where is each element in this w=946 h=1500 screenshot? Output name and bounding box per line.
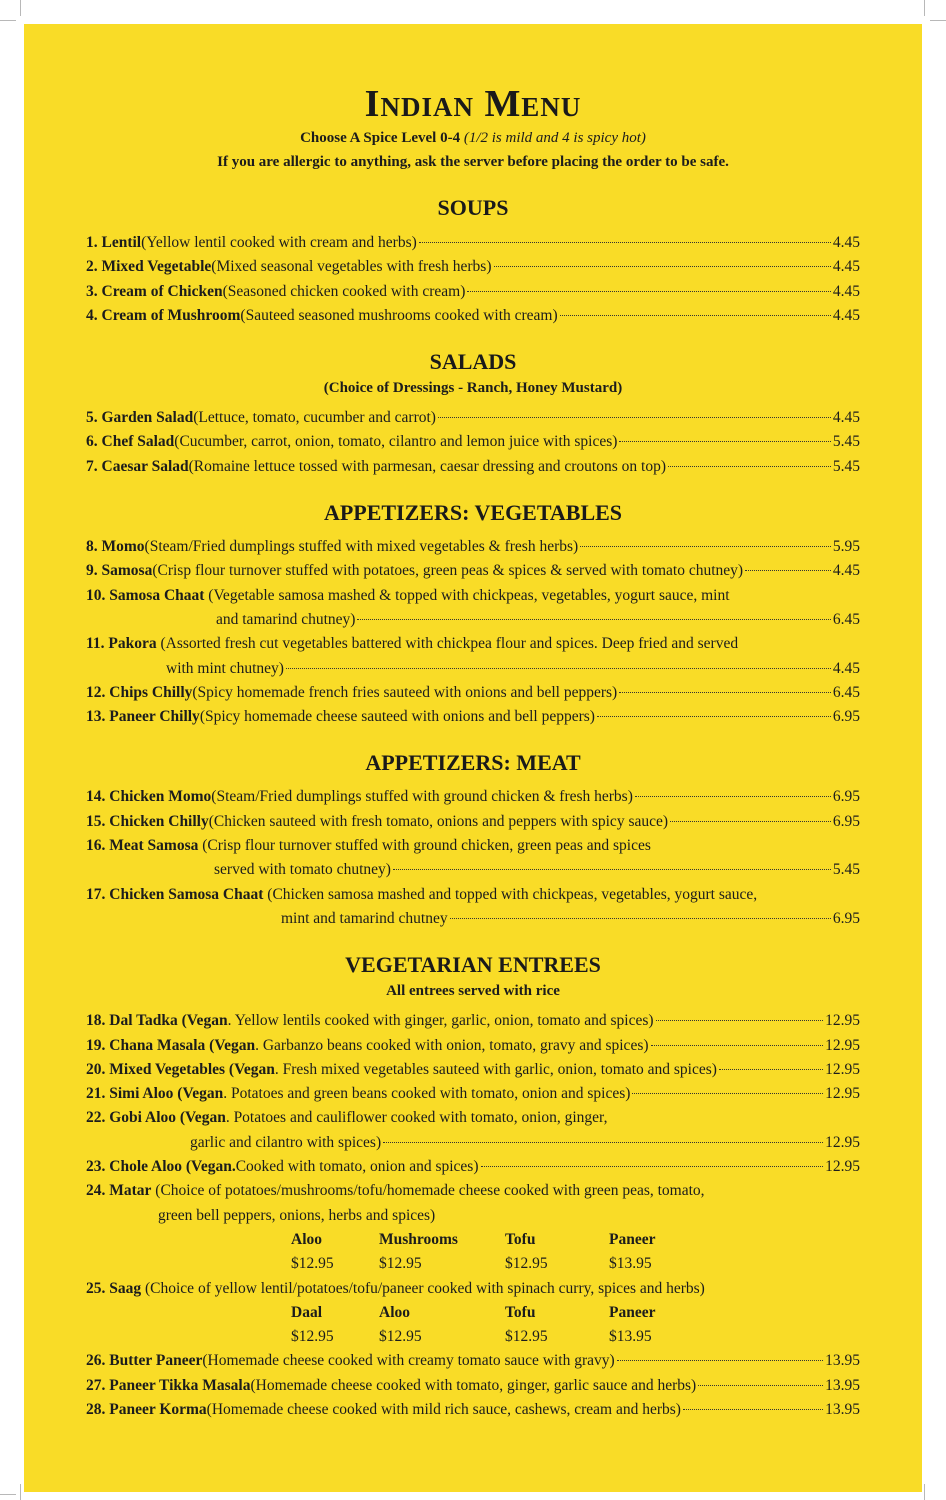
option-price: $12.95 (291, 1328, 334, 1346)
intro (24, 126, 922, 174)
item-name: 4. Cream of Mushroom (86, 306, 241, 324)
item-line (86, 455, 860, 479)
salads-subtitle: (Choice of Dressings - Ranch, Honey Mustard) (323, 380, 623, 397)
crop-mark (20, 1484, 21, 1500)
item-line (86, 858, 860, 882)
item-name: 24. Matar (86, 1182, 152, 1200)
dot-leader (438, 417, 831, 418)
item-name: 16. Meat Samosa (86, 837, 199, 855)
item-name: 19. Chana Masala (Vegan (86, 1036, 256, 1054)
menu-item (86, 1277, 860, 1301)
item-name: 23. Chole Aloo (Vegan. (86, 1158, 236, 1176)
item-desc-cont: mint and tamarind chutney (281, 909, 448, 927)
item-price: 4.45 (832, 409, 860, 427)
item-desc: (Homemade cheese cooked with tomato, ginger, garlic sauce and herbs) (250, 1376, 697, 1394)
salads-list (86, 406, 860, 479)
item-price: 13.95 (825, 1376, 860, 1394)
dot-leader (286, 668, 831, 669)
item-price: 4.45 (832, 659, 860, 677)
item-desc: (Choice of yellow lentil/potatoes/tofu/paneer cooked with spinach curry, spices and herbs) (141, 1279, 705, 1297)
item-line (86, 231, 860, 255)
menu-item (86, 785, 860, 809)
dot-leader (719, 1069, 823, 1070)
item-price: 5.45 (832, 433, 860, 451)
option-label: Aloo (379, 1303, 410, 1321)
item-line (86, 1058, 860, 1082)
dot-leader (393, 869, 831, 870)
item-desc: (Homemade cheese cooked with mild rich sauce, cashews, cream and herbs) (206, 1400, 681, 1418)
menu-item (86, 455, 860, 479)
menu-item (86, 1034, 860, 1058)
allergy-note: If you are allergic to anything, ask the server before placing the order to be safe. (217, 154, 729, 170)
menu-item (86, 681, 860, 705)
item-name: 9. Samosa (86, 562, 153, 580)
item-desc: (Yellow lentil cooked with cream and herbs) (141, 234, 417, 251)
item-name: 26. Butter Paneer (86, 1352, 203, 1370)
item-name: 20. Mixed Vegetables (Vegan (86, 1060, 275, 1078)
item-price: 12.95 (825, 1133, 860, 1151)
item-line (86, 304, 860, 328)
menu-item (86, 1374, 860, 1398)
dot-leader (467, 291, 831, 292)
item-line (86, 535, 860, 559)
section-title-salads: SALADS (429, 349, 517, 375)
item-line (86, 430, 860, 454)
menu-item (86, 1349, 860, 1373)
option-price: $13.95 (609, 1328, 652, 1346)
item-desc: (Seasoned chicken cooked with cream) (222, 282, 466, 300)
dot-leader (617, 1360, 823, 1361)
item-line (86, 1349, 860, 1373)
option-price: $12.95 (291, 1255, 334, 1273)
item-desc: (Spicy homemade french fries sauteed with onions and bell peppers) (192, 683, 618, 701)
dot-leader (481, 1166, 824, 1167)
item-name: 6. Chef Salad (86, 433, 175, 451)
menu-item (86, 559, 860, 583)
option-label: Daal (291, 1303, 322, 1321)
item-desc-cont: green bell peppers, onions, herbs and spices) (158, 1206, 436, 1224)
section-title-veg-entrees: VEGETARIAN ENTREES (345, 952, 601, 978)
item-line (86, 559, 860, 583)
item-desc: . Potatoes and cauliflower cooked with tomato, onion, ginger, (225, 1109, 608, 1127)
item-line (86, 1131, 860, 1155)
item-desc: (Lettuce, tomato, cucumber and carrot) (193, 409, 436, 427)
item-name: 3. Cream of Chicken (86, 282, 223, 300)
option-price: $12.95 (505, 1255, 548, 1273)
item-line (86, 1082, 860, 1106)
item-name: 17. Chicken Samosa Chaat (86, 885, 264, 903)
item-name: 7. Caesar Salad (86, 457, 189, 475)
item-price: 6.95 (832, 788, 860, 806)
item-desc: (Assorted fresh cut vegetables battered with chickpea flour and spices. Deep fried and served (156, 635, 739, 653)
item-line (86, 255, 860, 279)
item-price: 6.45 (832, 683, 860, 701)
item-price: 6.95 (832, 812, 860, 830)
item-line (86, 632, 860, 656)
spice-level: Choose A Spice Level 0-4 (300, 130, 461, 146)
menu-title: Indian Menu (364, 83, 582, 125)
item-price: 12.95 (825, 1060, 860, 1078)
item-line (86, 705, 860, 729)
dot-leader (450, 918, 831, 919)
matar-options (291, 1228, 860, 1277)
item-name: 10. Samosa Chaat (86, 586, 205, 604)
item-desc: (Choice of potatoes/mushrooms/tofu/homemade cheese cooked with green peas, tomato, (151, 1182, 705, 1200)
item-name: 25. Saag (86, 1279, 142, 1297)
item-price: 4.45 (832, 282, 860, 300)
crop-mark (924, 0, 925, 16)
dot-leader (635, 796, 831, 797)
item-price: 12.95 (825, 1085, 860, 1103)
item-line (86, 883, 860, 907)
item-line (86, 1398, 860, 1422)
item-desc-cont: garlic and cilantro with spices) (190, 1133, 382, 1151)
item-name: 13. Paneer Chilly (86, 708, 200, 726)
section-title-appetizers-meat: APPETIZERS: MEAT (365, 750, 581, 776)
item-line (86, 1179, 860, 1203)
menu-item (86, 1082, 860, 1106)
menu-item (86, 535, 860, 559)
dot-leader (580, 546, 831, 547)
item-desc: . Garbanzo beans cooked with onion, tomato, gravy and spices) (255, 1036, 649, 1054)
item-desc: (Crisp flour turnover stuffed with potatoes, green peas & spices & served with tomato chutney) (152, 562, 744, 580)
dot-leader (619, 441, 830, 442)
item-name: 28. Paneer Korma (86, 1400, 207, 1418)
dot-leader (597, 716, 831, 717)
menu-item (86, 705, 860, 729)
option-label: Tofu (505, 1230, 536, 1248)
dot-leader (619, 692, 831, 693)
item-name: 2. Mixed Vegetable (86, 258, 212, 276)
item-desc: (Chicken sauteed with fresh tomato, onions and peppers with spicy sauce) (208, 812, 669, 830)
item-line (86, 785, 860, 809)
item-price: 4.45 (832, 258, 860, 276)
item-line (86, 1034, 860, 1058)
item-price: 12.95 (825, 1158, 860, 1176)
crop-mark (930, 20, 946, 21)
item-price: 4.45 (832, 306, 860, 324)
menu-item (86, 632, 860, 681)
item-desc: (Vegetable samosa mashed & topped with chickpeas, vegetables, yogurt sauce, mint (204, 586, 730, 604)
crop-mark (20, 0, 21, 16)
item-desc: (Steam/Fried dumplings stuffed with mixed vegetables & fresh herbs) (144, 538, 579, 556)
dot-leader (745, 570, 831, 571)
option-label: Aloo (291, 1230, 322, 1248)
item-line (86, 1106, 860, 1130)
item-name: 8. Momo (86, 538, 145, 556)
item-price: 6.95 (832, 909, 860, 927)
item-desc-cont: and tamarind chutney) (216, 610, 356, 628)
option-price: $12.95 (505, 1328, 548, 1346)
dot-leader (383, 1142, 823, 1143)
menu-item (86, 304, 860, 328)
item-name: 15. Chicken Chilly (86, 812, 209, 830)
item-desc: (Romaine lettuce tossed with parmesan, caesar dressing and croutons on top) (188, 457, 666, 475)
item-price: 6.95 (832, 708, 860, 726)
item-line (86, 657, 860, 681)
spice-note (24, 126, 922, 150)
section-title-appetizers-veg: APPETIZERS: VEGETABLES (323, 500, 623, 526)
item-name: 22. Gobi Aloo (Vegan (86, 1109, 226, 1127)
item-desc: (Chicken samosa mashed and topped with chickpeas, vegetables, yogurt sauce, (263, 885, 758, 903)
option-price: $12.95 (379, 1255, 422, 1273)
dot-leader (357, 619, 830, 620)
item-price: 6.45 (832, 610, 860, 628)
menu-item (86, 255, 860, 279)
appetizers-meat-list (86, 785, 860, 931)
option-label: Mushrooms (379, 1230, 458, 1248)
dot-leader (632, 1093, 823, 1094)
option-price: $13.95 (609, 1255, 652, 1273)
menu-page (24, 24, 922, 1492)
item-price: 13.95 (825, 1400, 860, 1418)
item-price: 13.95 (825, 1352, 860, 1370)
veg-entrees-list (86, 1009, 860, 1422)
item-name: 12. Chips Chilly (86, 683, 193, 701)
menu-item (86, 834, 860, 883)
item-line (86, 810, 860, 834)
item-name: 14. Chicken Momo (86, 788, 212, 806)
item-name: 21. Simi Aloo (Vegan (86, 1085, 224, 1103)
item-price: 12.95 (825, 1036, 860, 1054)
dot-leader (651, 1045, 824, 1046)
item-desc: . Fresh mixed vegetables sauteed with garlic, onion, tomato and spices) (274, 1060, 717, 1078)
menu-item (86, 430, 860, 454)
appetizers-veg-list (86, 535, 860, 729)
item-desc: (Homemade cheese cooked with creamy tomato sauce with gravy) (202, 1352, 615, 1370)
item-line (86, 584, 860, 608)
item-line (86, 681, 860, 705)
menu-item (86, 810, 860, 834)
section-title-soups: SOUPS (437, 195, 509, 220)
crop-mark (924, 1484, 925, 1500)
item-desc: (Sauteed seasoned mushrooms cooked with cream) (240, 306, 558, 324)
soups-list (86, 231, 860, 328)
item-desc: (Mixed seasonal vegetables with fresh herbs) (211, 258, 492, 276)
item-price: 12.95 (825, 1012, 860, 1030)
menu-item (86, 1106, 860, 1155)
item-line (86, 1277, 860, 1301)
dot-leader (698, 1385, 823, 1386)
item-price: 4.45 (832, 234, 860, 251)
dot-leader (683, 1409, 823, 1410)
item-line (86, 1155, 860, 1179)
item-name: 18. Dal Tadka (Vegan (86, 1012, 228, 1030)
dot-leader (670, 821, 831, 822)
menu-item (86, 280, 860, 304)
item-price: 5.95 (832, 538, 860, 556)
item-line (86, 1009, 860, 1033)
menu-item (86, 1179, 860, 1228)
dot-leader (494, 266, 831, 267)
dot-leader (668, 466, 831, 467)
menu-item (86, 584, 860, 633)
item-line (86, 907, 860, 931)
menu-item (86, 406, 860, 430)
saag-options (291, 1301, 860, 1350)
item-desc: Cooked with tomato, onion and spices) (235, 1158, 479, 1176)
veg-entrees-subtitle: All entrees served with rice (386, 983, 560, 1000)
crop-mark (0, 1494, 16, 1495)
item-price: 4.45 (832, 562, 860, 580)
item-name: 27. Paneer Tikka Masala (86, 1376, 251, 1394)
item-line (86, 406, 860, 430)
item-price: 5.45 (832, 861, 860, 879)
item-line (86, 1374, 860, 1398)
item-line (86, 280, 860, 304)
item-desc: (Steam/Fried dumplings stuffed with ground chicken & fresh herbs) (211, 788, 633, 806)
item-desc: (Cucumber, carrot, onion, tomato, cilantro and lemon juice with spices) (174, 433, 618, 451)
crop-mark (0, 20, 16, 21)
dot-leader (560, 315, 831, 316)
menu-item (86, 231, 860, 255)
item-name: 1. Lentil (86, 234, 142, 251)
item-desc: . Potatoes and green beans cooked with tomato, onion and spices) (223, 1085, 631, 1103)
item-line (86, 608, 860, 632)
item-name: 11. Pakora (86, 635, 157, 653)
option-label: Tofu (505, 1303, 536, 1321)
item-line (86, 834, 860, 858)
option-price: $12.95 (379, 1328, 422, 1346)
dot-leader (419, 242, 831, 243)
spice-scale: (1/2 is mild and 4 is spicy hot) (463, 130, 646, 146)
dot-leader (656, 1020, 824, 1021)
option-label: Paneer (609, 1230, 656, 1248)
menu-item (86, 1058, 860, 1082)
item-desc: (Crisp flour turnover stuffed with ground chicken, green peas and spices (198, 837, 651, 855)
item-desc-cont: with mint chutney) (166, 659, 284, 677)
menu-item (86, 1155, 860, 1179)
item-desc-cont: served with tomato chutney) (214, 861, 391, 879)
item-desc: (Spicy homemade cheese sauteed with onions and bell peppers) (199, 708, 595, 726)
menu-item (86, 1009, 860, 1033)
item-name: 5. Garden Salad (86, 409, 194, 427)
menu-item (86, 1398, 860, 1422)
menu-item (86, 883, 860, 932)
item-price: 5.45 (832, 457, 860, 475)
item-desc: . Yellow lentils cooked with ginger, garlic, onion, tomato and spices) (227, 1012, 654, 1030)
option-label: Paneer (609, 1303, 656, 1321)
